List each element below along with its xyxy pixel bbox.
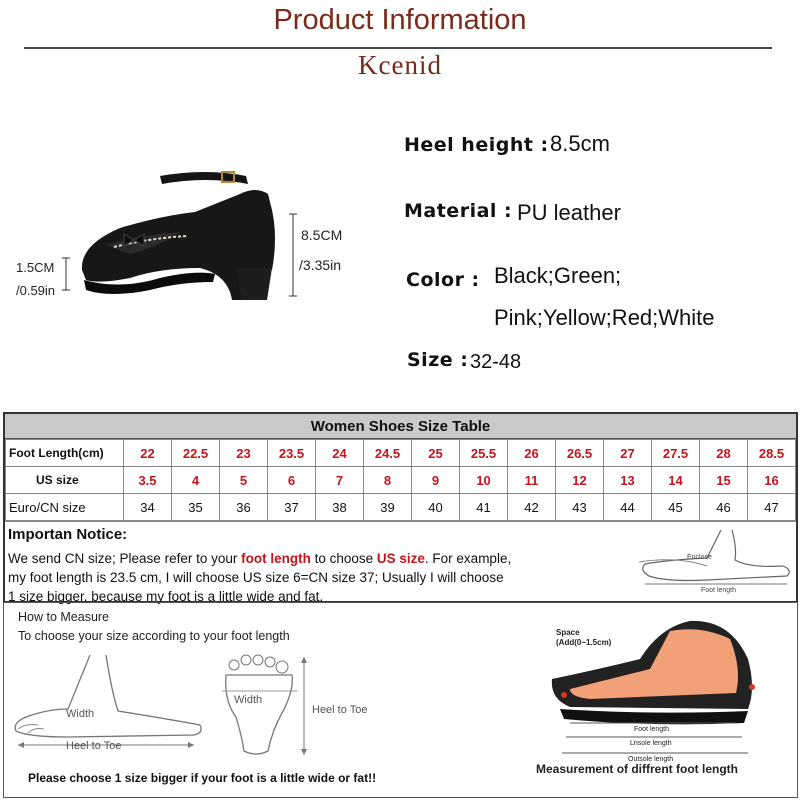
measure-footer-note: Please choose 1 size bigger if your foot is a little wide or fat!! bbox=[28, 771, 377, 785]
table-cell: 43 bbox=[556, 494, 604, 521]
table-cell: 38 bbox=[316, 494, 364, 521]
table-row bbox=[6, 494, 796, 521]
heel-to-toe-label: Heel to Toe bbox=[66, 740, 122, 752]
table-cell: 9 bbox=[412, 467, 460, 494]
table-cell: 14 bbox=[652, 467, 700, 494]
table-cell: 26 bbox=[508, 440, 556, 467]
row-header: Euro/CN size bbox=[6, 494, 124, 521]
foot-length-label: Foot length bbox=[634, 726, 670, 733]
size-table-grid bbox=[5, 439, 796, 521]
table-cell: 7 bbox=[316, 467, 364, 494]
diagram-enclose-label: Enclose bbox=[687, 554, 712, 561]
notice-title: Importan Notice: bbox=[8, 526, 128, 543]
heel-to-toe-label-2: Heel to Toe bbox=[312, 704, 368, 716]
table-cell: 34 bbox=[124, 494, 172, 521]
heel-height-cm: 8.5CM bbox=[301, 227, 343, 243]
notice-highlight: US size bbox=[376, 551, 425, 566]
notice-line-1 bbox=[8, 549, 633, 568]
table-cell: 15 bbox=[700, 467, 748, 494]
table-cell: 24.5 bbox=[364, 440, 412, 467]
measure-subtitle: To choose your size according to your foot length bbox=[18, 629, 290, 643]
notice-section bbox=[5, 521, 796, 604]
diagram-foot-length-label: Foot length bbox=[701, 587, 737, 594]
table-cell: 27 bbox=[604, 440, 652, 467]
size-value: 32-48 bbox=[470, 351, 522, 373]
color-value-line2: Pink;Yellow;Red;White bbox=[494, 305, 715, 330]
table-cell: 27.5 bbox=[652, 440, 700, 467]
size-label: Size : bbox=[407, 349, 469, 371]
shoe-cross-section-diagram bbox=[530, 619, 780, 769]
notice-line-3: 1 size bigger, because my foot is a little wide and fat. bbox=[8, 589, 324, 604]
measure-title: How to Measure bbox=[18, 610, 110, 624]
table-cell: 47 bbox=[748, 494, 796, 521]
insole-length-label: Lnsole length bbox=[630, 740, 672, 747]
notice-text-part: We send CN size; Please refer to your bbox=[8, 551, 242, 566]
notice-text bbox=[8, 549, 633, 606]
heel-height-label: Heel height : bbox=[404, 134, 549, 156]
material-label: Material : bbox=[404, 200, 513, 222]
row-header: US size bbox=[6, 467, 124, 494]
table-cell: 3.5 bbox=[124, 467, 172, 494]
table-cell: 22 bbox=[124, 440, 172, 467]
table-cell: 35 bbox=[172, 494, 220, 521]
material-value: PU leather bbox=[517, 200, 621, 225]
side-foot-diagram bbox=[8, 653, 208, 753]
table-cell: 44 bbox=[604, 494, 652, 521]
table-cell: 42 bbox=[508, 494, 556, 521]
width-label-2: Width bbox=[234, 694, 263, 706]
row-header: Foot Length(cm) bbox=[6, 440, 124, 467]
table-cell: 23 bbox=[220, 440, 268, 467]
table-cell: 41 bbox=[460, 494, 508, 521]
heel-height-in: /3.35in bbox=[299, 257, 342, 273]
table-cell: 28 bbox=[700, 440, 748, 467]
table-cell: 37 bbox=[268, 494, 316, 521]
table-cell: 25 bbox=[412, 440, 460, 467]
brand-name: Kcenid bbox=[358, 50, 442, 80]
table-cell: 8 bbox=[364, 467, 412, 494]
heel-height-value: 8.5cm bbox=[550, 131, 610, 156]
table-cell: 40 bbox=[412, 494, 460, 521]
measure-section bbox=[3, 602, 798, 798]
table-cell: 24 bbox=[316, 440, 364, 467]
table-cell: 22.5 bbox=[172, 440, 220, 467]
size-table-title: Women Shoes Size Table bbox=[5, 414, 796, 439]
table-cell: 45 bbox=[652, 494, 700, 521]
table-cell: 6 bbox=[268, 467, 316, 494]
shoe-illustration bbox=[10, 150, 370, 310]
table-cell: 11 bbox=[508, 467, 556, 494]
color-label: Color : bbox=[406, 269, 480, 291]
foot-length-diagram bbox=[637, 526, 795, 598]
table-cell: 13 bbox=[604, 467, 652, 494]
table-cell: 36 bbox=[220, 494, 268, 521]
table-cell: 16 bbox=[748, 467, 796, 494]
outsole-length-label: Outsole length bbox=[628, 756, 674, 763]
size-table bbox=[3, 412, 798, 603]
color-value-line1: Black;Green; bbox=[494, 263, 622, 288]
top-foot-diagram bbox=[212, 651, 402, 761]
table-cell: 10 bbox=[460, 467, 508, 494]
notice-highlight: foot length bbox=[241, 551, 311, 566]
space-range-label: (Add(0~1.5cm) bbox=[556, 638, 612, 647]
table-cell: 28.5 bbox=[748, 440, 796, 467]
table-cell: 25.5 bbox=[460, 440, 508, 467]
measurement-caption: Measurement of diffrent foot length bbox=[536, 762, 738, 776]
table-cell: 23.5 bbox=[268, 440, 316, 467]
notice-line-2: my foot length is 23.5 cm, I will choose US size 6=CN size 37; Usually I will choose bbox=[8, 570, 504, 585]
table-cell: 26.5 bbox=[556, 440, 604, 467]
notice-text-part: . For example, bbox=[424, 551, 512, 566]
notice-text-part: to choose bbox=[310, 551, 377, 566]
table-row bbox=[6, 467, 796, 494]
table-cell: 46 bbox=[700, 494, 748, 521]
table-cell: 4 bbox=[172, 467, 220, 494]
table-cell: 12 bbox=[556, 467, 604, 494]
width-label: Width bbox=[66, 708, 95, 720]
page-title: Product Information bbox=[273, 4, 527, 36]
table-row bbox=[6, 440, 796, 467]
table-cell: 5 bbox=[220, 467, 268, 494]
platform-height-cm: 1.5CM bbox=[16, 260, 55, 275]
table-cell: 39 bbox=[364, 494, 412, 521]
space-label: Space bbox=[556, 628, 580, 637]
platform-height-in: /0.59in bbox=[16, 283, 56, 298]
header-divider bbox=[24, 47, 772, 49]
